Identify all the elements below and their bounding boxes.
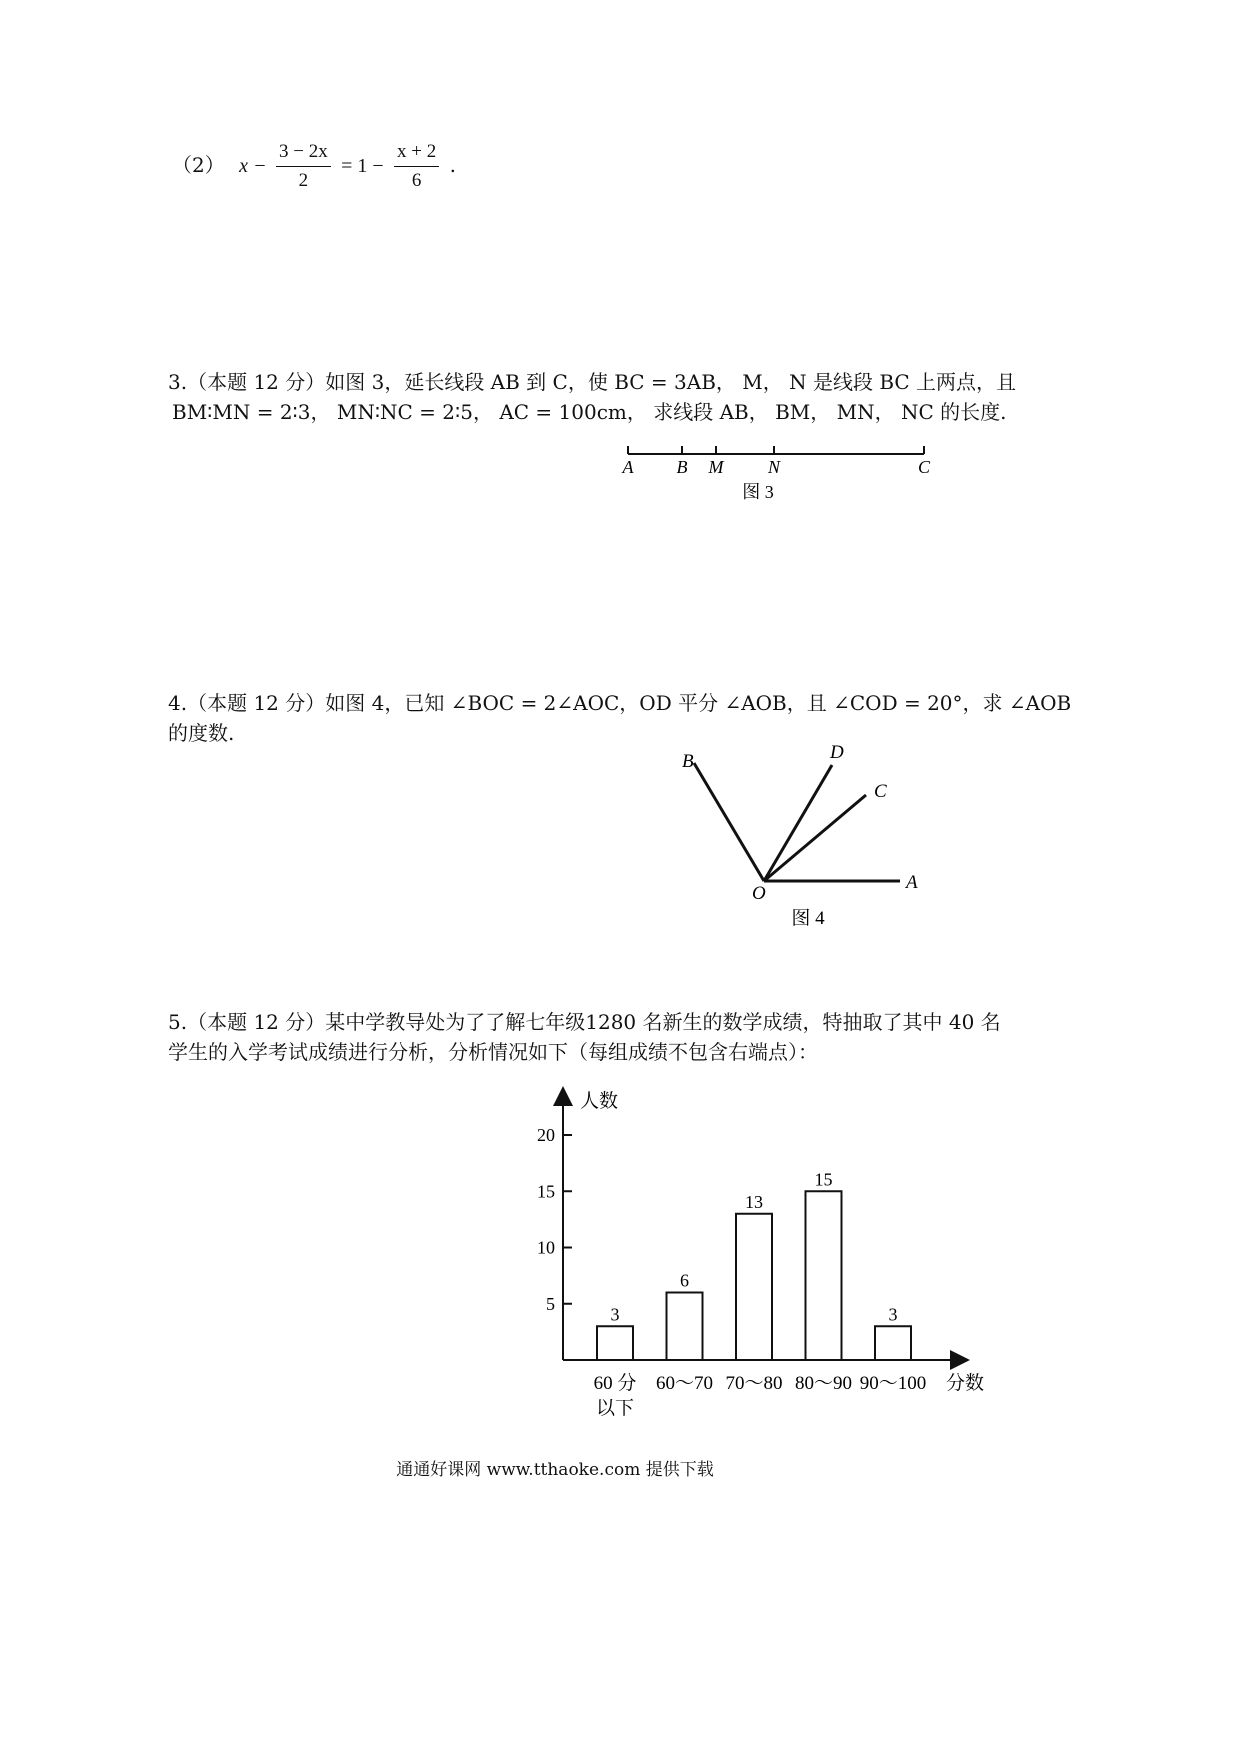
question-2-2-equation	[172, 140, 456, 193]
bar	[667, 1293, 703, 1361]
y-tick-label: 5	[546, 1293, 555, 1314]
question-4-line-1: 4.（本题 12 分）如图 4，已知 ∠BOC = 2∠AOC，OD 平分 ∠AOB，且 ∠COD = 20°，求 ∠AOB	[168, 691, 1072, 715]
label-c: C	[874, 781, 887, 802]
x-tick-label: 90～100	[859, 1373, 927, 1394]
label-a: A	[906, 872, 918, 893]
x-tick-label: 80～90	[794, 1373, 853, 1394]
x-tick-label: 以下	[595, 1398, 635, 1419]
bar-value-label: 3	[888, 1304, 898, 1325]
fraction-1	[276, 140, 331, 193]
figure-3	[600, 430, 960, 510]
ray-od	[764, 765, 832, 881]
minus-sign: −	[254, 155, 266, 177]
question-5-line-2: 学生的入学考试成绩进行分析，分析情况如下（每组成绩不包含右端点）：	[168, 1040, 818, 1064]
variable-x: x	[239, 155, 248, 177]
x-tick-label: 60～70	[655, 1373, 714, 1394]
point-label-c: C	[917, 457, 931, 477]
bar-value-label: 3	[610, 1304, 620, 1325]
label-o: O	[752, 883, 766, 904]
x-tick-label: 60 分	[593, 1373, 637, 1394]
question-4-line-2: 的度数.	[168, 721, 235, 745]
bar-value-label: 13	[745, 1191, 763, 1212]
bar	[597, 1326, 633, 1360]
fraction-2-numerator: x + 2	[394, 140, 439, 167]
equals-one-minus: = 1 −	[341, 155, 384, 177]
question-3-line-1: 3.（本题 12 分）如图 3，延长线段 AB 到 C，使 BC = 3AB， M， N 是线段 BC 上两点，且	[168, 370, 1017, 394]
point-label-n: N	[767, 457, 781, 477]
fraction-2-denominator: 6	[411, 170, 422, 191]
figure-4-caption: 图 4	[791, 908, 825, 929]
ray-ob	[694, 763, 764, 881]
period: .	[449, 153, 456, 177]
question-3-line-2: BM∶MN = 2∶3， MN∶NC = 2∶5， AC = 100cm， 求线段 AB， BM， MN， NC 的长度.	[172, 400, 1007, 424]
bar	[875, 1326, 911, 1360]
point-label-m: M	[708, 457, 724, 477]
question-5-line-1: 5.（本题 12 分）某中学教导处为了了解七年级1280 名新生的数学成绩，特抽取了其中 40 名	[168, 1010, 1001, 1034]
page-footer: 通通好课网 www.tthaoke.com 提供下载	[396, 1460, 714, 1480]
bar	[736, 1214, 772, 1360]
bars	[597, 1169, 911, 1360]
ray-oc	[764, 795, 866, 881]
y-tick-label: 15	[537, 1181, 555, 1202]
fraction-2	[394, 140, 439, 193]
score-bar-chart	[520, 1080, 1000, 1420]
point-label-a: A	[622, 457, 634, 477]
point-label-b: B	[676, 457, 688, 477]
label-b: B	[682, 751, 694, 772]
bar-value-label: 6	[680, 1270, 689, 1291]
figure-3-caption: 图 3	[742, 482, 774, 502]
y-tick-label: 10	[537, 1237, 555, 1258]
x-tick-labels	[594, 1372, 927, 1419]
y-ticks	[537, 1125, 572, 1314]
fraction-1-denominator: 2	[298, 170, 309, 191]
y-tick-label: 20	[537, 1125, 555, 1145]
fraction-1-numerator: 3 − 2x	[276, 140, 331, 167]
y-axis-label: 人数	[580, 1091, 619, 1112]
question-number: （2）	[172, 153, 225, 177]
bar	[806, 1191, 842, 1360]
x-tick-label: 70～80	[725, 1373, 783, 1394]
label-d: D	[830, 742, 844, 763]
x-axis-label: 分数	[946, 1373, 985, 1394]
bar-value-label: 15	[814, 1169, 833, 1190]
figure-4	[660, 735, 960, 935]
